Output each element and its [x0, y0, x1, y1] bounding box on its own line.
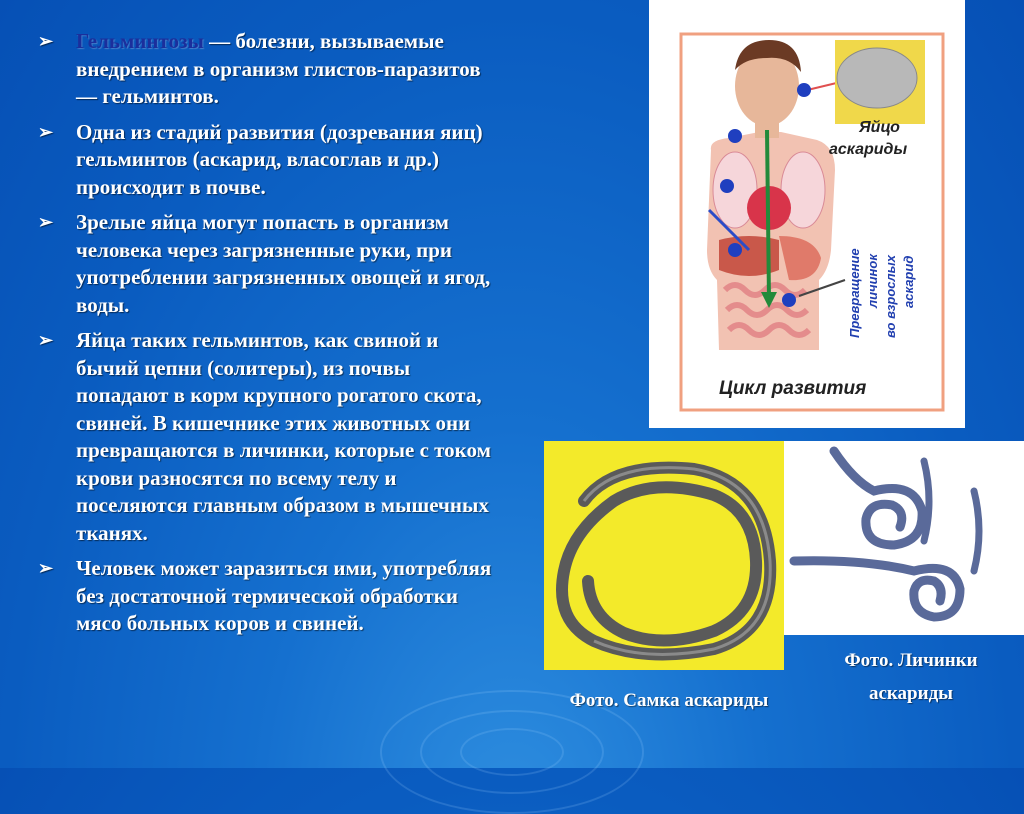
- bullet-text: Человек может заразиться ими, употребляя без достаточной термической обработки мясо больных коров и свиней.: [76, 556, 492, 635]
- arrow-bullet-icon: ➢: [38, 212, 54, 232]
- side-label: аскарид: [901, 255, 916, 308]
- bullet-item: [36, 555, 506, 638]
- ripple-decoration: [460, 728, 564, 776]
- bullet-item: [36, 327, 506, 547]
- larvae-photo-caption: [806, 644, 1016, 710]
- arrow-bullet-icon: ➢: [38, 31, 54, 51]
- cycle-label: Цикл развития: [719, 378, 867, 399]
- egg-label: Яйцо: [859, 119, 900, 136]
- female-ascaris-photo: [544, 441, 784, 670]
- bullet-text: Одна из стадий развития (дозревания яиц) гельминтов (аскарид, власоглав и др.) происходит в почве.: [76, 119, 483, 199]
- caption-line: аскариды: [868, 683, 954, 704]
- lifecycle-illustration: [649, 0, 965, 428]
- side-label: личинок: [865, 254, 880, 308]
- arrow-bullet-icon: ➢: [38, 121, 54, 142]
- caption-line: Фото. Личинки: [844, 650, 978, 671]
- female-photo-caption: Фото. Самка аскариды: [569, 690, 769, 711]
- bullet-item: [36, 209, 506, 319]
- bullet-text: Яйца таких гельминтов, как свиной и бычий цепни (солитеры), из почвы попадают в корм крупного рогатого скота, свиней. В кишечнике этих животных они превращаются в личинки, которые с током крови разносятся по всему телу и поселяются главным образом в мышечных тканях.: [76, 328, 491, 545]
- arrow-bullet-icon: ➢: [38, 558, 54, 578]
- bullet-item: [36, 28, 506, 111]
- bullet-list: [36, 28, 506, 646]
- bullet-text: — болезни, вызываемые внедрением в организм глистов-паразитов — гельминтов.: [76, 29, 481, 108]
- side-label: во взрослых: [883, 255, 898, 338]
- lifecycle-diagram: [649, 0, 965, 428]
- larvae-illustration: [784, 441, 1024, 635]
- side-label: Превращение: [847, 248, 862, 338]
- bullet-item: [36, 119, 506, 202]
- egg-illustration: [837, 48, 917, 108]
- arrow-bullet-icon: ➢: [38, 330, 54, 350]
- worm-illustration: [544, 441, 784, 670]
- term-highlight: Гельминтозы: [76, 29, 204, 53]
- bullet-text: Зрелые яйца могут попасть в организм человека через загрязненные руки, при употреблении загрязненных овощей и ягод, воды.: [76, 210, 491, 317]
- larvae-photo: [784, 441, 1024, 635]
- egg-label: аскариды: [829, 141, 908, 158]
